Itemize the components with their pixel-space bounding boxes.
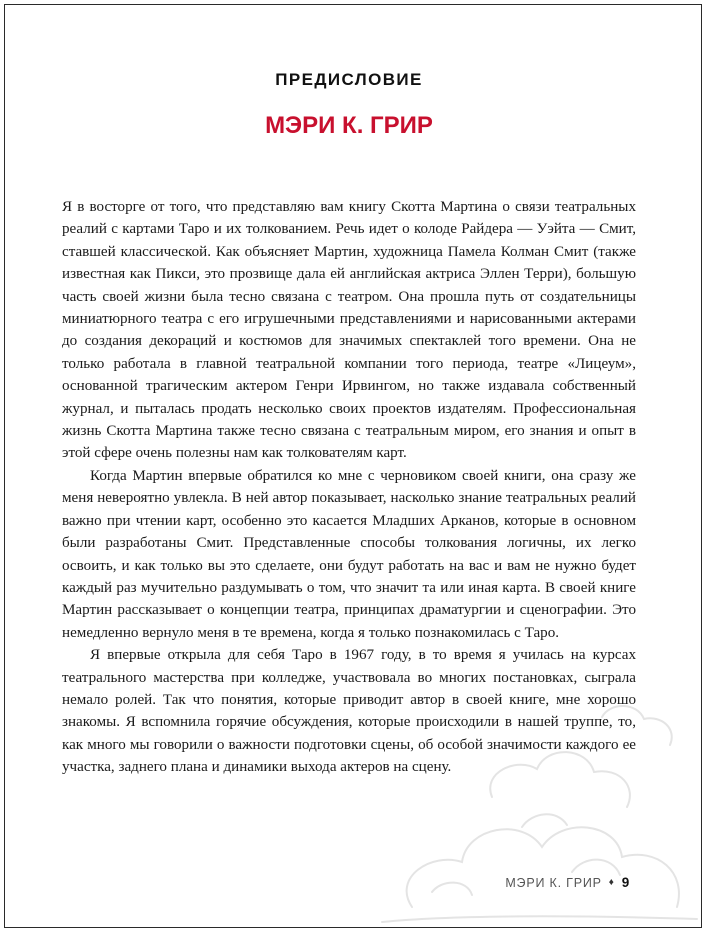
section-kicker: ПРЕДИСЛОВИЕ bbox=[275, 70, 423, 89]
page-footer bbox=[505, 875, 630, 890]
page-number: 9 bbox=[621, 875, 630, 890]
paragraph: Когда Мартин впервые обратился ко мне с черновиком своей книги, она сразу же меня невероятно увлекла. В ней автор показывает, насколько знание театральных реалий важно при чтении карт, особенно это касается Младших Арканов, которые в основном были разработаны Смит. Представленные способы толкования логичны, их легко освоить, и как только вы это сделаете, они будут работать на вас и вам не нужно будет каждый раз мучительно раздумывать о том, что значит та или иная карта. В своей книге Мартин рассказывает о концепции театра, принципах драматургии и сценографии. Это немедленно вернуло меня в те времена, когда я только познакомилась с Таро. bbox=[62, 467, 636, 641]
diamond-separator-icon: ♦ bbox=[608, 877, 615, 888]
body-text bbox=[62, 196, 636, 779]
paragraph: Я в восторге от того, что представляю вам книгу Скотта Мартина о связи театральных реалий с картами Таро и их толкованием. Речь идет о колоде Райдера — Уэйта — Смит, ставшей классической. Как объясняет Мартин, художница Памела Колман Смит (также известная как Пикси, это прозвище дала ей английская актриса Эллен Терри), большую часть своей жизни была тесно связана с театром. Она прошла путь от создательницы миниатюрного театра с его игрушечными представлениями и нарисованными актерами до создания декораций и костюмов для значимых спектаклей того времени. Она не только работала в главной театральной компании того периода, театре «Лицеум», основанной трагическим актером Генри Ирвингом, но также издавала собственный журнал, и пыталась продать несколько своих проектов издателям. Профессиональная жизнь Скотта Мартина также тесно связана с театральным миром, его знания и опыт в этой сфере очень полезны нам как толкователям карт. bbox=[62, 199, 636, 462]
author-heading: МЭРИ К. ГРИР bbox=[265, 112, 433, 139]
paragraph: Я впервые открыла для себя Таро в 1967 году, в то время я училась на курсах театрального мастерства при колледже, участвовала во многих постановках, сыграла немало ролей. Так что понятия, которые приводит автор в своей книге, мне хорошо знакомы. Я вспомнила горячие обсуждения, которые происходили в нашей труппе, то, как много мы говорили о важности подготовки сцены, об особой значимости каждого ее участка, заднего плана и динамики выхода актеров на сцену. bbox=[62, 647, 636, 776]
running-head: МЭРИ К. ГРИР bbox=[505, 875, 602, 890]
